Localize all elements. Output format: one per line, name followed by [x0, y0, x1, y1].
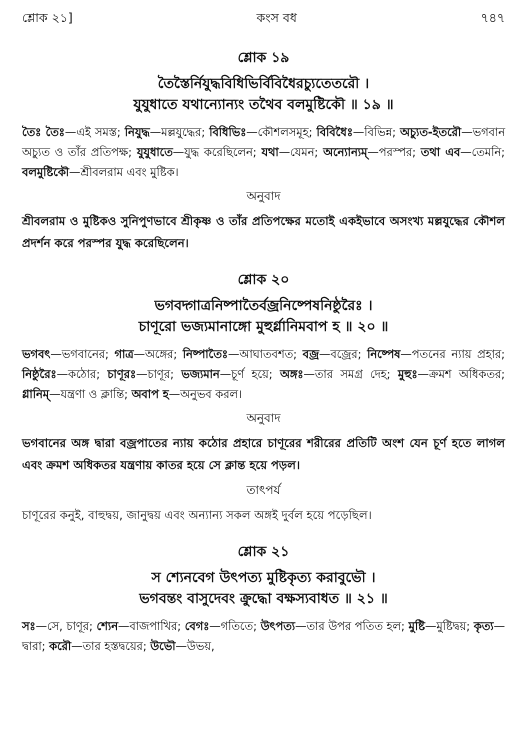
synonym-meaning: দ্বারা: [22, 639, 42, 653]
synonym-word: অবাপ হ: [131, 387, 169, 401]
synonym-word: বিধিভিঃ: [209, 125, 247, 139]
verse-line: ভগবন্তং বাসুদেবং ক্রুদ্ধো বক্ষস্যবাধত ॥ ২১ ॥: [139, 591, 388, 607]
verse-line: ভগবদ্গাত্রনিষ্পাতৈর্বজ্রনিষ্পেষনিষ্ঠুরৈঃ ।: [154, 298, 373, 314]
verse-heading: শ্লোক ১৯: [237, 50, 290, 66]
verse-heading: শ্লোক ২০: [237, 272, 290, 288]
synonym-word: নিযুদ্ধ: [124, 125, 150, 139]
synonym-word: সঃ: [22, 619, 36, 633]
synonym-word: অচ্যুত-ইতরৌ: [400, 125, 462, 139]
synonym-meaning: পতনের ন্যায় প্রহার: [411, 347, 502, 361]
synonyms: ভগবৎ—ভগবানের; গাত্র—অঙ্গের; নিষ্পাতৈঃ—আঘাতবশত; বজ্র—বজ্রের; নিষ্পেষ—পতনের ন্যায় প্রহার; নিষ্ঠুরৈঃ—কঠোর; চাণূরঃ—চাণূর; ভজ্যমান—চূর্ণ হয়ে; অঙ্গঃ—তার সমগ্র দেহ; মুহুঃ—ক্রমশ অধিকতর; গ্লানিম্—যন্ত্রণা ও ক্লান্তি; অবাপ হ—অনুভব করল।: [22, 347, 506, 401]
synonym-word: নিষ্পাতৈঃ: [182, 347, 228, 361]
synonym-meaning: বিভিন্ন: [364, 125, 393, 139]
synonym-meaning: শ্রীবলরাম এবং মুষ্টিক।: [80, 165, 179, 179]
synonym-meaning: তার সমগ্র দেহ: [314, 367, 387, 381]
synonym-meaning: পরস্পর: [378, 145, 413, 159]
synonym-meaning: যন্ত্রণা ও ক্লান্তি: [60, 387, 125, 401]
synonym-word: তৈঃ তৈঃ: [22, 125, 65, 139]
synonym-meaning: তেমনি: [471, 145, 502, 159]
synonym-meaning: অঙ্গের: [145, 347, 174, 361]
synonym-word: বিবিধৈঃ: [316, 125, 353, 139]
synonym-meaning: মুষ্টিদ্বয়: [436, 619, 467, 633]
synonym-word: শ্যেন: [96, 619, 118, 633]
synonym-meaning: অনুভব করল।: [180, 387, 243, 401]
synonym-meaning: গতিতে: [220, 619, 254, 633]
translation-label: অনুবাদ: [246, 189, 281, 203]
synonym-meaning: এই সমস্ত: [76, 125, 117, 139]
synonym-meaning: আঘাতবশত: [239, 347, 294, 361]
translation-text: শ্রীবলরাম ও মুষ্টিকও সুনিপুণভাবে শ্রীকৃষ্ণ ও তাঁর প্রতিপক্ষের মতোই একইভাবে অসংখ্য মল্লযুদ্ধের কৌশল প্রদর্শন করে পরস্পর যুদ্ধ করেছিলেন।: [22, 214, 505, 250]
synonym-word: মুহুঃ: [397, 367, 418, 381]
synonym-word: নিষ্পেষ: [367, 347, 401, 361]
synonyms: সঃ—সে, চাণূর; শ্যেন—বাজপাখির; বেগঃ—গতিতে; উৎপত্য—তার উপর পতিত হল; মুষ্টি—মুষ্টিদ্বয়; কৃত্য—দ্বারা; করৌ—তার হস্তদ্বয়ের; উভৌ—উভয়,: [22, 619, 505, 653]
synonym-word: কৃত্য: [473, 619, 494, 633]
synonyms: তৈঃ তৈঃ—এই সমস্ত; নিযুদ্ধ—মল্লযুদ্ধের; বিধিভিঃ—কৌশলসমূহ; বিবিধৈঃ—বিভিন্ন; অচ্যুত-ইতরৌ—ভগবান অচ্যুত ও তাঁর প্রতিপক্ষ; যুযুধাতে—যুদ্ধ করেছিলেন; যথা—যেমন; অন্যোন্যম্—পরস্পর; তথা এব—তেমনি; বলমুষ্টিকৌ—শ্রীবলরাম এবং মুষ্টিক।: [22, 125, 505, 179]
synonym-meaning: তার উপর পতিত হল: [306, 619, 402, 633]
sanskrit-verse: [28, 568, 499, 610]
synonym-meaning: চাণূর: [147, 367, 171, 381]
running-head-title: কংস বধ: [256, 10, 297, 25]
synonym-word: গাত্র: [114, 347, 134, 361]
synonym-meaning: উভয়,: [186, 639, 215, 653]
synonym-meaning: তার হস্তদ্বয়ের: [82, 639, 143, 653]
synonym-meaning: সে, চাণূর: [47, 619, 90, 633]
synonym-word: বেগঃ: [184, 619, 210, 633]
running-head: [22, 10, 505, 32]
synonym-word: তথা এব: [420, 145, 461, 159]
synonym-meaning: বাজপাখির: [129, 619, 178, 633]
verse-line: তৈস্তৈর্নিযুদ্ধবিধিভির্বিবিধৈরচ্যুতেতরৌ ।: [157, 76, 370, 92]
verse-section-21: [22, 540, 505, 656]
translation-text: ভগবানের অঙ্গ দ্বারা বজ্রপাতের ন্যায় কঠোর প্রহারে চাণূরের শরীরের প্রতিটি অংশ যেন চূর্ণ হতে লাগল এবং ক্রমশ অধিকতর যন্ত্রণায় কাতর হয়ে সে ক্লান্ত হয়ে পড়ল।: [22, 436, 505, 472]
verse-section-19: [22, 46, 505, 254]
synonym-word: যথা: [261, 145, 279, 159]
running-head-chapter-ref: শ্লোক ২১]: [22, 10, 73, 25]
synonym-meaning: যেমন: [290, 145, 315, 159]
sanskrit-verse: [28, 74, 499, 116]
synonym-word: ভজ্যমান: [181, 367, 220, 381]
synonym-word: ভগবৎ: [22, 347, 51, 361]
synonym-meaning: ক্রমশ অধিকতর: [428, 367, 502, 381]
verse-section-20: [22, 268, 505, 526]
translation-label: অনুবাদ: [246, 411, 281, 425]
verse-line: চাণূরো ভজ্যমানাঙ্গো মুহুর্গ্লানিমবাপ হ ॥ ২০ ॥: [138, 319, 389, 335]
synonym-word: বজ্র: [302, 347, 319, 361]
synonym-meaning: ভগবানের: [61, 347, 106, 361]
synonym-meaning: ভগবান অচ্যুত ও তাঁর প্রতিপক্ষ: [22, 125, 505, 159]
page-number: ৭৪৭: [480, 10, 505, 25]
synonym-word: উভৌ: [150, 639, 176, 653]
sanskrit-verse: [28, 296, 499, 338]
synonym-word: যুযুধাতে: [136, 145, 173, 159]
synonym-meaning: যুদ্ধ করেছিলেন: [184, 145, 253, 159]
synonym-word: করৌ: [49, 639, 72, 653]
purport-label: তাৎপর্য: [246, 483, 281, 497]
verse-line: স শ্যেনবেগ উৎপত্য মুষ্টিকৃত্য করাবুভৌ ।: [151, 570, 376, 586]
synonym-word: মুষ্টি: [408, 619, 425, 633]
synonym-word: অন্যোন্যম্: [323, 145, 368, 159]
synonym-word: উৎপত্য: [260, 619, 296, 633]
synonym-word: নিষ্ঠুরৈঃ: [22, 367, 57, 381]
synonym-meaning: কঠোর: [68, 367, 97, 381]
synonym-word: অঙ্গঃ: [279, 367, 304, 381]
purport-text: চাণূরের কনুই, বাহুদ্বয়, জানুদ্বয় এবং অন্যান্য সকল অঙ্গই দুর্বল হয়ে পড়েছিল।: [22, 508, 372, 522]
synonym-meaning: মল্লযুদ্ধের: [161, 125, 202, 139]
verse-heading: শ্লোক ২১: [237, 544, 290, 560]
verse-line: যুযুধাতে যথান্যোন্যং তথৈব বলমুষ্টিকৌ ॥ ১৯ ॥: [133, 97, 394, 113]
synonym-word: চাণূরঃ: [107, 367, 137, 381]
synonym-word: বলমুষ্টিকৌ: [22, 165, 70, 179]
synonym-meaning: বজ্রের: [330, 347, 358, 361]
synonym-meaning: চূর্ণ হয়ে: [231, 367, 269, 381]
synonym-word: গ্লানিম্: [22, 387, 50, 401]
synonym-meaning: কৌশলসমূহ: [257, 125, 309, 139]
